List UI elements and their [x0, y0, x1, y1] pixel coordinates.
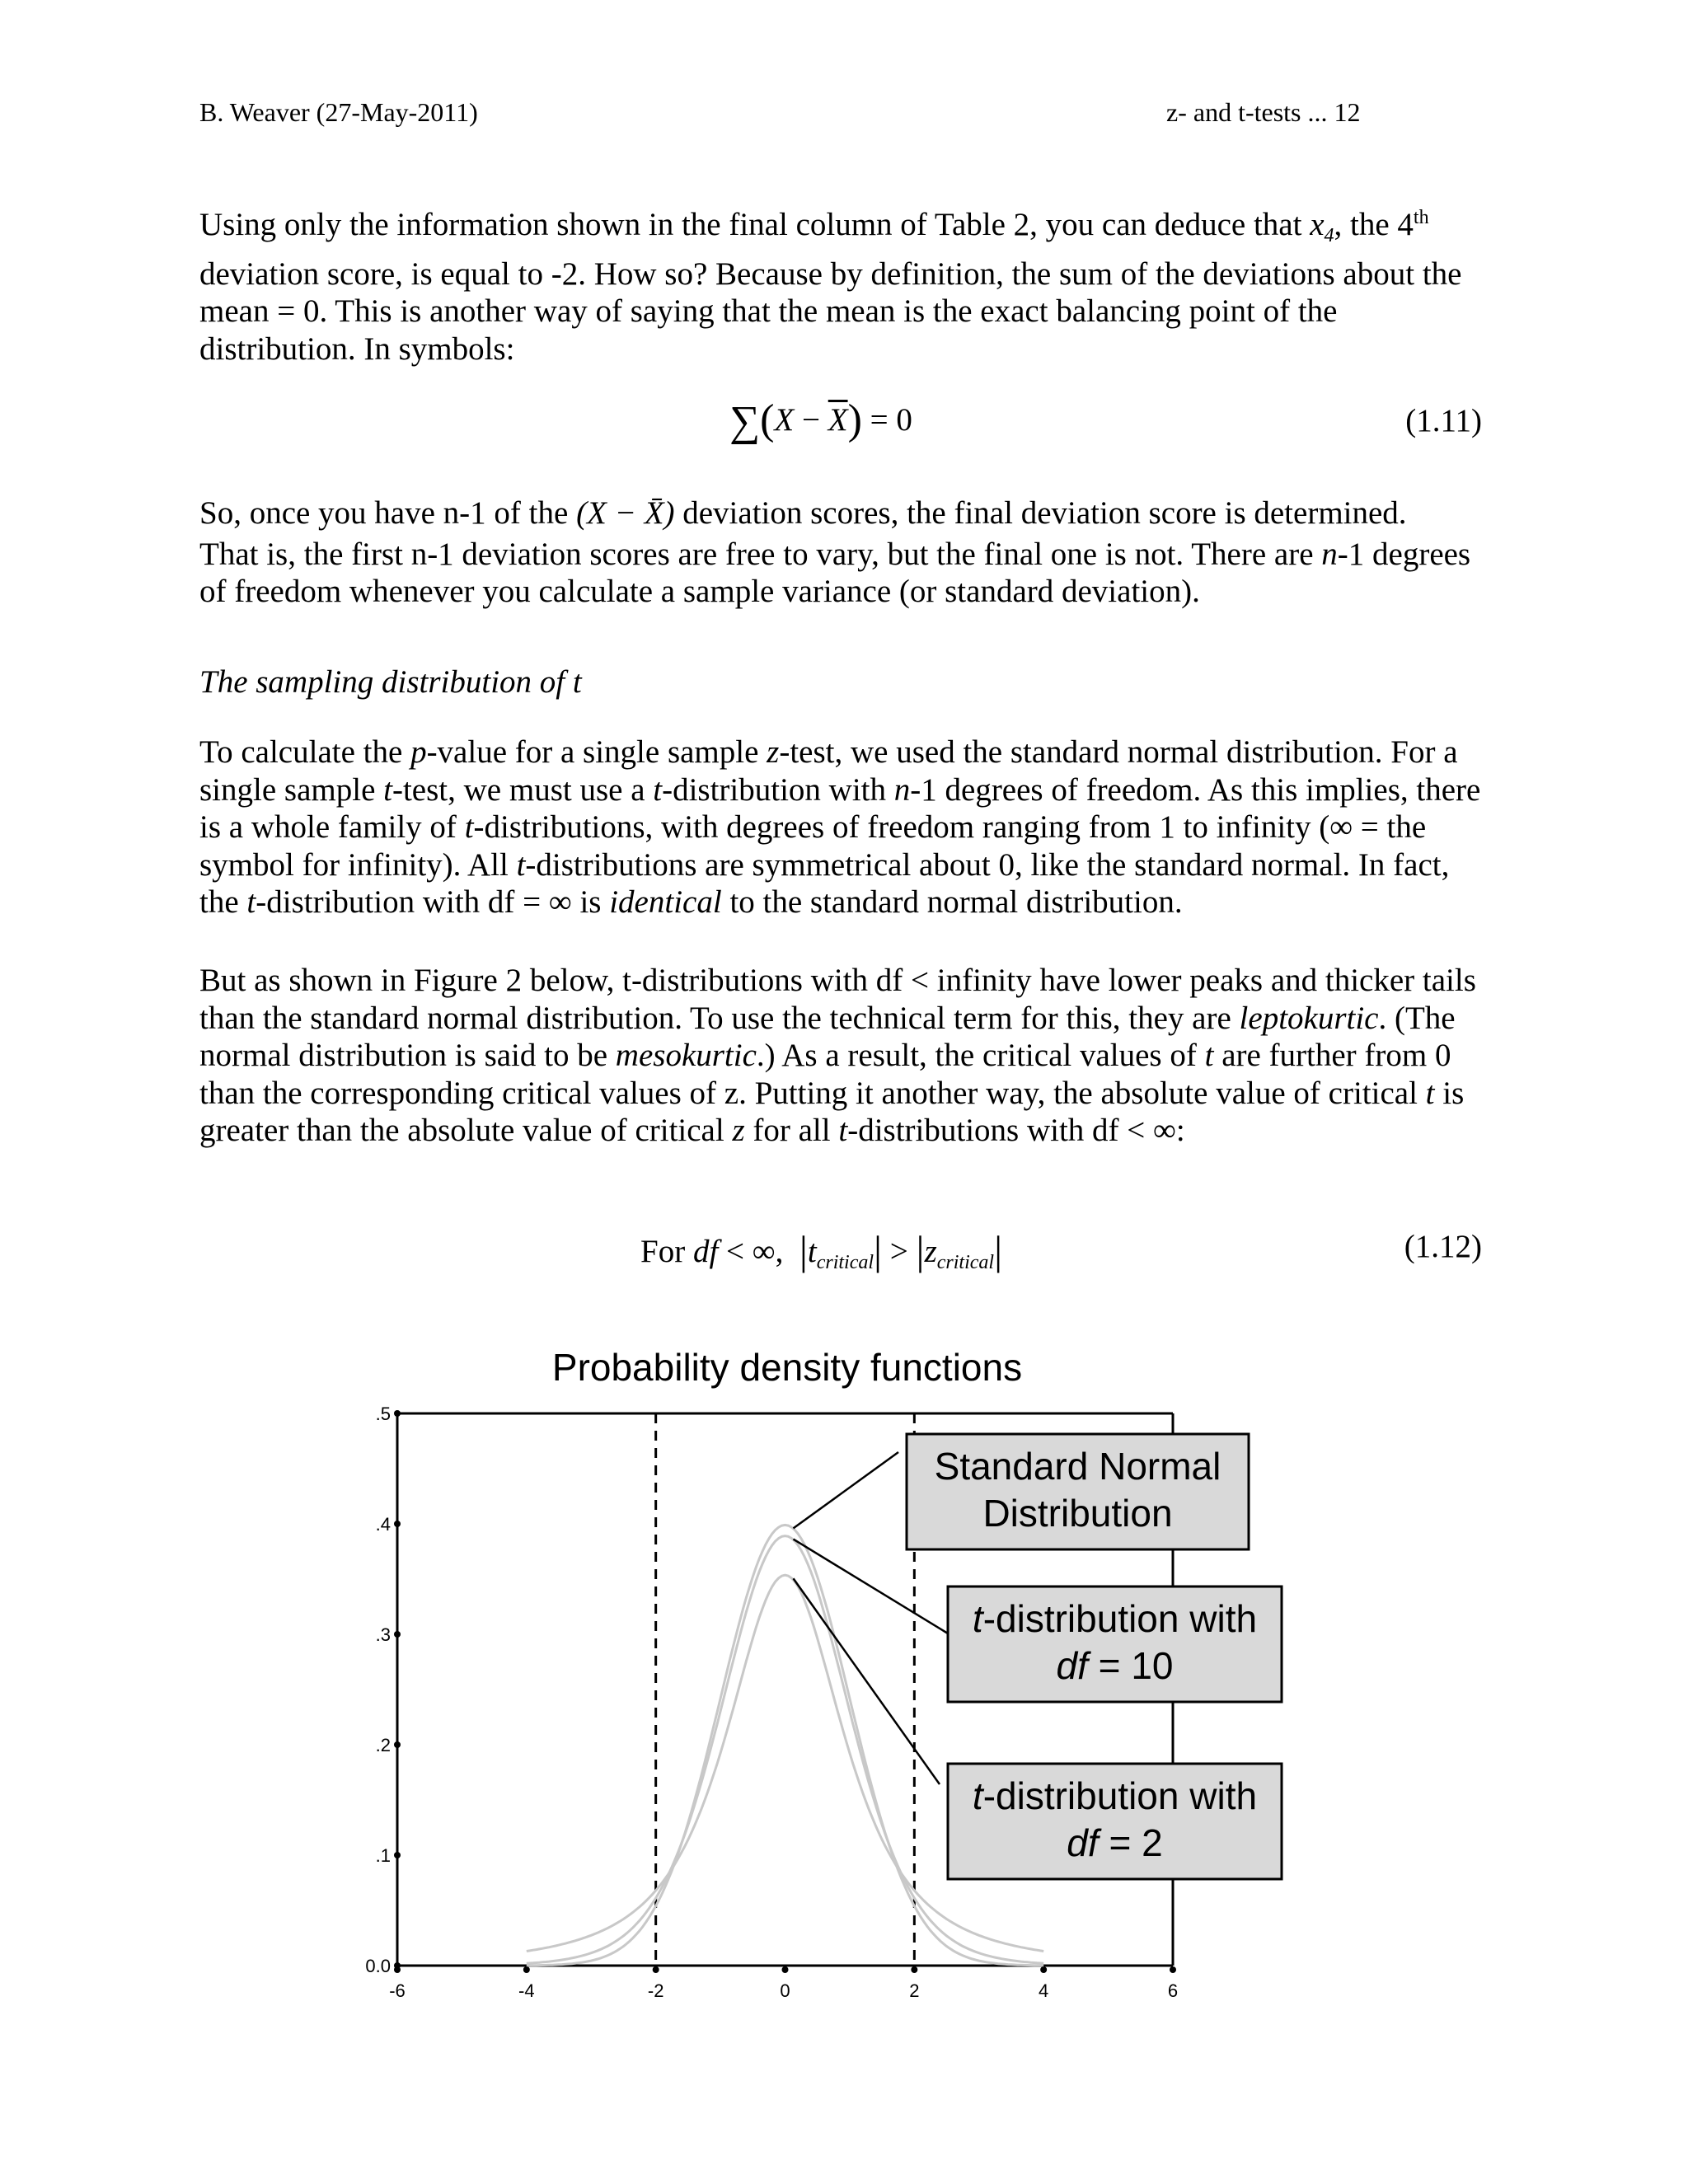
x-tick-label: -6 [389, 1980, 406, 2001]
x-tick-label: 2 [909, 1980, 920, 2001]
annotation-leader-line [794, 1578, 940, 1784]
y-tick-mark [394, 1741, 401, 1748]
x-tick-mark [523, 1966, 530, 1973]
annotation-line-2: df = 2 [1067, 1821, 1163, 1864]
y-tick-mark [394, 1410, 401, 1417]
y-tick-label: .4 [375, 1514, 391, 1535]
y-tick-mark [394, 1521, 401, 1527]
equation-number-1-11: (1.11) [1405, 403, 1482, 438]
equation-1-12: For df < ∞, $|t_{critical}| > |z_{critical}|$ [640, 1227, 1003, 1273]
y-tick-label: .1 [375, 1845, 391, 1866]
y-tick-label: .3 [375, 1624, 391, 1645]
paragraph-4: But as shown in Figure 2 below, t-distributions with df < infinity have lower peaks and thicker tails than the standard normal distribution. To use the technical term for this, they are leptokurtic. (The normal distribution is said to be mesokurtic.) As a result, the critical values of t are further from 0 than the corresponding critical values of z. Putting it another way, the absolute value of critical t is greater than the absolute value of critical z for all t-distributions with df < ∞: [199, 963, 1476, 1148]
y-tick-label: 0.0 [365, 1956, 391, 1976]
paragraph-1: Using only the information shown in the final column of Table 2, you can deduce that $x_4$, the 4th deviation score, is equal to -2. How so? Because by definition, the sum of the deviations about the mean = 0. This is another way of saying that the mean is the exact balancing point of the distribution. In symbols: [199, 207, 1462, 367]
x-tick-mark [782, 1966, 789, 1973]
running-header-right: z- and t-tests ... 12 [1166, 97, 1361, 127]
y-tick-mark [394, 1631, 401, 1638]
y-tick-label: .2 [375, 1735, 391, 1755]
annotation-line-2: df = 10 [1056, 1644, 1174, 1687]
x-tick-mark [653, 1966, 659, 1973]
running-header-left: B. Weaver (27-May-2011) [199, 97, 478, 127]
y-tick-mark [394, 1852, 401, 1858]
section-heading: The sampling distribution of t [199, 664, 582, 700]
annotation-line-1: t-distribution with [972, 1774, 1258, 1817]
y-tick-label: .5 [375, 1404, 391, 1424]
annotation-line-2: Distribution [982, 1492, 1173, 1535]
annotation-line-1: t-distribution with [972, 1597, 1258, 1640]
x-tick-label: 6 [1167, 1980, 1179, 2001]
x-tick-mark [1040, 1966, 1047, 1973]
x-tick-mark [1170, 1966, 1176, 1973]
x-tick-label: 0 [780, 1980, 790, 2001]
paragraph-3: To calculate the p-value for a single sample z-test, we used the standard normal distribution. For a single sample t-test, we must use a t-distribution with n-1 degrees of freedom. As this implies, there is a whole family of t-distributions, with degrees of freedom ranging from 1 to infinity (∞ = the symbol for infinity). All t-distributions are symmetrical about 0, like the standard normal. In fact, the t-distribution with df = ∞ is identical to the standard normal distribution. [199, 734, 1481, 920]
equation-1-11-text: $\sum(X - \overline{X}) = 0$ [729, 396, 912, 445]
paragraph-2: So, once you have n-1 of the (X − X̄) deviation scores, the final deviation score is determined. That is, the first n-1 deviation scores are free to vary, but the final one is not. There are n-1 degrees of freedom whenever you calculate a sample variance (or standard deviation). [199, 495, 1471, 609]
inline-deviation-expr: (X − X̄) [576, 495, 675, 531]
x-tick-label: -2 [647, 1980, 664, 2001]
equation-number-1-12: (1.12) [1404, 1229, 1482, 1264]
chart-title: Probability density functions [551, 1346, 1023, 1389]
x-tick-label: -4 [518, 1980, 535, 2001]
x-tick-mark [911, 1966, 917, 1973]
annotation-leader-line [794, 1452, 899, 1528]
x-tick-label: 4 [1039, 1980, 1049, 2001]
x-tick-mark [394, 1966, 401, 1973]
annotation-line-1: Standard Normal [934, 1445, 1221, 1488]
